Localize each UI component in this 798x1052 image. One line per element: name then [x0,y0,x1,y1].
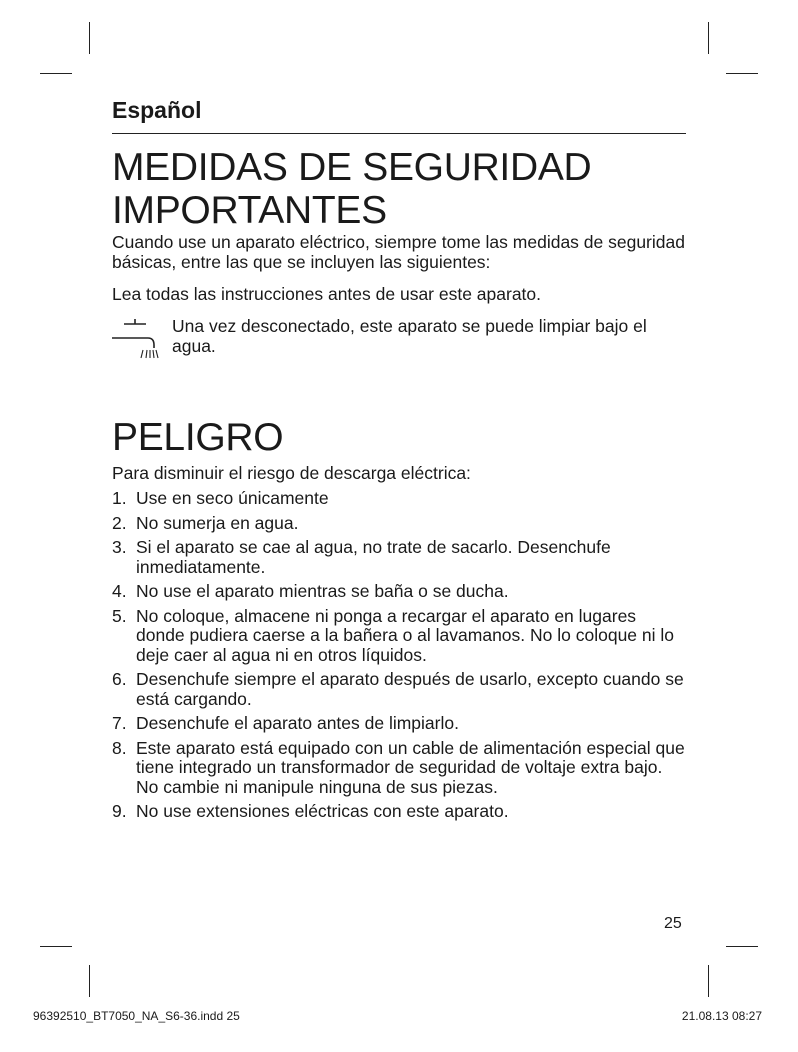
crop-mark [726,946,758,947]
list-item-number: 6. [112,669,127,689]
list-item-number: 5. [112,605,127,626]
list-item [112,802,686,822]
crop-mark [40,946,72,947]
crop-mark [708,22,709,54]
crop-mark [89,22,90,54]
crop-mark [708,965,709,997]
washable-note-text: Una vez desconectado, este aparato se puede limpiar bajo el agua. [172,316,647,356]
list-item-text: No use extensiones eléctricas con este aparato. [136,801,509,821]
safety-title-line1: MEDIDAS DE SEGURIDAD [112,146,592,189]
list-item-number: 2. [112,512,127,533]
danger-intro: Para disminuir el riesgo de descarga eléctrica: [112,463,471,483]
water-tap-icon [112,318,160,362]
list-item [112,670,686,709]
list-item-text: No sumerja en agua. [136,512,299,533]
list-item-text: No use el aparato mientras se baña o se ducha. [136,581,509,601]
list-item-text: Si el aparato se cae al agua, no trate de sacarlo. Desenchufe inmediatamente. [136,537,611,577]
crop-mark [89,965,90,997]
list-item-number: 4. [112,581,127,601]
list-item [112,489,686,509]
safety-title [112,146,591,232]
list-item-text: Este aparato está equipado con un cable de alimentación especial que tiene integrado un transformador de seguridad de voltaje extra bajo. No cambie ni manipule ninguna de sus piezas. [136,737,685,797]
list-item [112,514,686,534]
heading-rule [112,133,686,134]
list-item [112,607,686,666]
list-item-number: 3. [112,537,127,557]
list-item-number: 7. [112,713,127,733]
page-number: 25 [664,915,682,932]
list-item [112,739,686,798]
crop-mark [40,73,72,74]
footer-datetime: 21.08.13 08:27 [681,1009,762,1023]
danger-list [112,489,686,827]
list-item [112,538,686,577]
safety-title-line2: IMPORTANTES [112,189,387,232]
list-item [112,582,686,602]
list-item-text: Desenchufe el aparato antes de limpiarlo. [136,713,459,733]
footer-filename: 96392510_BT7050_NA_S6-36.indd 25 [33,1009,240,1023]
read-instructions-text: Lea todas las instrucciones antes de usar este aparato. [112,284,542,304]
danger-title: PELIGRO [112,416,284,459]
list-item-number: 8. [112,737,127,758]
list-item-number: 1. [112,488,127,508]
list-item-text: Use en seco únicamente [136,488,329,508]
list-item-text: Desenchufe siempre el aparato después de usarlo, excepto cuando se está cargando. [136,669,684,709]
list-item-text: No coloque, almacene ni ponga a recargar el aparato en lugares donde pudiera caerse a la bañera o al lavamanos. No lo coloque ni lo deje caer al agua ni en otros líquidos. [136,605,674,665]
list-item-number: 9. [112,801,127,821]
list-item [112,714,686,734]
language-heading: Español [112,97,202,123]
safety-intro: Cuando use un aparato eléctrico, siempre tome las medidas de seguridad básicas, entre las que se incluyen las siguientes: [112,232,685,272]
crop-mark [726,73,758,74]
